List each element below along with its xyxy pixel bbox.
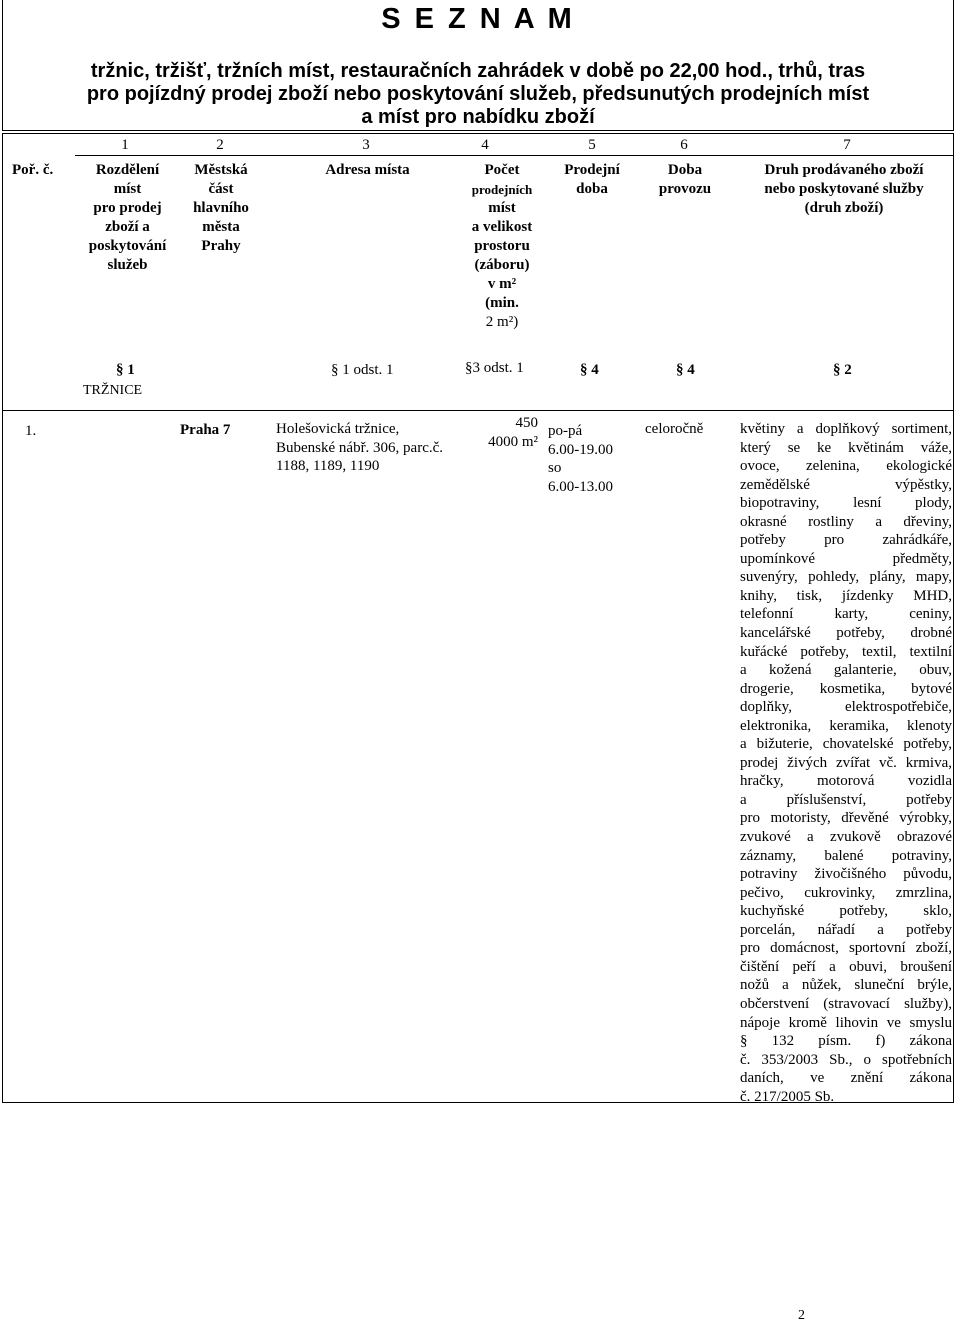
goods-line: pro domácnost, sportovní zboží, (740, 940, 952, 957)
goods-line: potraviny živočišného původu, (740, 866, 952, 883)
column-number-7: 7 (843, 137, 851, 153)
reference-col-5: § 4 (676, 362, 695, 378)
column-number-5: 5 (588, 137, 596, 153)
header-col-2: Městská část hlavního města Prahy (193, 162, 249, 254)
section-label: TRŽNICE (83, 383, 143, 398)
goods-line: nožů a nůžek, sluneční brýle, (740, 977, 952, 994)
row-area-value: 4000 m² (488, 433, 538, 450)
reference-col-4: § 4 (580, 362, 599, 378)
row-number: 1. (25, 423, 37, 439)
goods-line: telefonní karty, ceniny, (740, 606, 952, 623)
goods-line: drogerie, kosmetika, bytové (740, 680, 952, 697)
goods-line: § 132 písm. f) zákona (740, 1033, 952, 1050)
subtitle-line-1: tržnic, tržišť, tržních míst, restauračních zahrádek v době po 22,00 hod., trhů, tras (90, 60, 866, 82)
subtitle-line-2: pro pojízdný prodej zboží nebo poskytování služeb, předsunutých prodejních míst (86, 83, 870, 105)
title-box (2, 0, 954, 131)
goods-line: kuchyňské potřeby, sklo, (740, 903, 952, 920)
column-number-4: 4 (481, 137, 489, 153)
goods-line: květiny a doplňkový sortiment, (740, 421, 952, 437)
document-title: S E Z N A M (381, 3, 575, 35)
row-district: Praha 7 (180, 422, 231, 438)
header-col-6: Doba provozu (658, 162, 712, 197)
column-number-3: 3 (362, 137, 370, 153)
header-col-3: Adresa místa (325, 162, 410, 178)
goods-line: zemědělské výpěstky, (740, 476, 952, 493)
header-col-1: Rozdělení míst pro prodej zboží a poskytování služeb (88, 162, 167, 273)
goods-line: nápoje kromě lihovin ve smyslu (740, 1014, 952, 1031)
page-number: 2 (798, 1308, 805, 1323)
goods-line: daních, ve znění zákona (740, 1070, 952, 1087)
goods-line: okrasné rostliny a dřeviny, (740, 513, 952, 530)
goods-line: upomínkové předměty, (740, 550, 952, 567)
goods-line: doplňky, elektrospotřebiče, (740, 699, 952, 716)
goods-line: elektronika, keramika, klenoty (740, 717, 952, 734)
column-number-6: 6 (680, 137, 688, 153)
goods-line: a příslušenství, potřeby (740, 791, 952, 808)
row-operation: celoročně (645, 421, 704, 437)
column-number-1: 1 (121, 137, 129, 153)
goods-line: hračky, motorová vozidla (740, 773, 952, 790)
row-count-value: 450 (515, 415, 538, 431)
row-divider (2, 410, 954, 411)
goods-line: zvukové a zvukově obrazové (740, 829, 952, 846)
goods-line: kuřácké potřeby, textil, textilní (740, 643, 952, 660)
header-order-number: Poř. č. (12, 162, 54, 178)
column-number-2: 2 (216, 137, 224, 153)
row-goods (740, 420, 952, 1106)
goods-line: pro motoristy, dřevěné výrobky, (740, 810, 952, 827)
row-address: Holešovická tržnice, Bubenské nábř. 306, parc.č. 1188, 1189, 1190 (276, 421, 444, 474)
header-col-5: Prodejní doba (564, 162, 620, 197)
goods-line: suvenýry, pohledy, plány, mapy, (740, 569, 952, 586)
row-count (458, 414, 538, 451)
goods-line: prodej živých zvířat vč. krmiva, (740, 754, 952, 771)
goods-line: a bižuterie, chovatelské potřeby, (740, 736, 952, 753)
goods-line: č. 217/2005 Sb. (740, 1088, 835, 1105)
goods-line: kancelářské potřeby, drobné (740, 625, 952, 642)
header-col-4: Počet prodejních míst a velikost prostoru (záboru) v m² (min. 2 m²) (471, 162, 533, 330)
goods-line: potřeby pro zahrádkáře, (740, 532, 952, 549)
row-hours: po-pá 6.00-19.00 so 6.00-13.00 (548, 423, 613, 495)
goods-line: č. 353/2003 Sb., o spotřebních (740, 1051, 952, 1068)
reference-col-2: § 1 odst. 1 (331, 362, 394, 378)
goods-line: pečivo, cukrovinky, zmrzlina, (740, 884, 952, 901)
goods-line: biopotraviny, lesní plody, (740, 495, 952, 512)
reference-col-1: § 1 (116, 362, 135, 378)
goods-line: čištění peří a obuvi, broušení (740, 958, 952, 975)
goods-line: a kožená galanterie, obuv, (740, 662, 952, 679)
reference-col-3: §3 odst. 1 (465, 360, 524, 376)
goods-line: ovoce, zelenina, ekologické (740, 458, 952, 475)
header-col-7: Druh prodávaného zboží nebo poskytované služby (druh zboží) (764, 162, 924, 216)
goods-line: který se ke květinám váže, (740, 439, 952, 456)
column-number-divider (75, 155, 954, 156)
reference-col-6: § 2 (833, 362, 852, 378)
subtitle-line-3: a míst pro nabídku zboží (361, 106, 595, 128)
goods-line: knihy, tisk, jízdenky MHD, (740, 587, 952, 604)
goods-line: záznamy, balené potraviny, (740, 847, 952, 864)
goods-line: občerstvení (stravovací služby), (740, 995, 952, 1012)
goods-line: porcelán, nářadí a potřeby (740, 921, 952, 938)
